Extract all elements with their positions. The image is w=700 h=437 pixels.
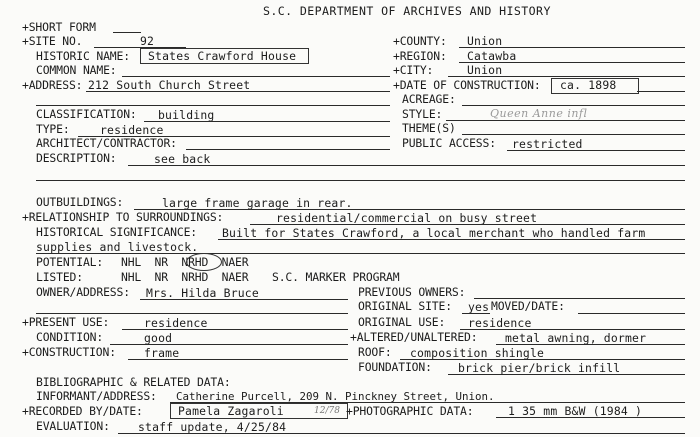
significance-value: Built for States Crawford, a local merchant who handled farm <box>222 226 646 240</box>
listed-label: LISTED: <box>36 270 83 284</box>
foundation-label: FOUNDATION: <box>358 360 432 374</box>
address-label: +ADDRESS: <box>22 78 83 92</box>
informant-label: INFORMANT/ADDRESS: <box>36 389 157 403</box>
region-value: Catawba <box>467 49 517 63</box>
date-construction-underline <box>637 91 685 92</box>
form-type-label: +SHORT FORM <box>22 20 96 34</box>
public-access-value: restricted <box>512 137 583 151</box>
public-access-underline <box>507 150 685 151</box>
original-use-value: residence <box>468 316 532 330</box>
original-use-underline <box>460 329 685 330</box>
city-underline <box>448 76 685 77</box>
bibliographic-label: BIBLIOGRAPHIC & RELATED DATA: <box>36 375 231 389</box>
description-underline <box>128 165 685 166</box>
moved-date-underline <box>578 313 685 314</box>
recorded-date: 12/78 <box>314 406 340 416</box>
address-underline <box>86 91 390 92</box>
recorded-value: Pamela Zagaroli <box>178 404 284 418</box>
foundation-underline <box>448 374 685 375</box>
architect-label: ARCHITECT/CONTRACTOR: <box>36 136 177 150</box>
type-label: TYPE: <box>36 122 70 136</box>
construction-underline <box>128 359 348 360</box>
potential-label: POTENTIAL: <box>36 255 104 269</box>
present-use-label: +PRESENT USE: <box>22 315 110 329</box>
county-label: +COUNTY: <box>393 34 447 48</box>
photographic-label: +PHOTOGRAPHIC DATA: <box>346 404 474 418</box>
classification-label: CLASSIFICATION: <box>36 107 137 121</box>
construction-value: frame <box>144 346 180 360</box>
historic-name-label: HISTORIC NAME: <box>36 49 130 63</box>
owner-value: Mrs. Hilda Bruce <box>146 286 259 300</box>
page-title: S.C. DEPARTMENT OF ARCHIVES AND HISTORY <box>263 4 551 18</box>
altered-underline <box>496 344 685 345</box>
common-name-label: COMMON NAME: <box>36 63 117 77</box>
classification-underline <box>144 121 390 122</box>
evaluation-underline <box>118 433 685 434</box>
historic-name-value: States Crawford House <box>148 49 297 63</box>
original-site-underline <box>462 313 490 314</box>
site-no-value: 92 <box>140 34 155 48</box>
style-value: Queen Anne infl <box>490 107 588 120</box>
roof-underline <box>400 359 685 360</box>
description-label: DESCRIPTION: <box>36 151 117 165</box>
address-underline-2 <box>36 105 390 106</box>
public-access-label: PUBLIC ACCESS: <box>402 136 496 150</box>
original-site-label: ORIGINAL SITE: <box>358 299 452 313</box>
altered-label: +ALTERED/UNALTERED: <box>350 330 478 344</box>
common-name-underline <box>122 76 390 77</box>
date-construction-value: ca. 1898 <box>560 78 617 92</box>
site-no-label: +SITE NO. <box>22 34 83 48</box>
roof-value: composition shingle <box>410 346 545 360</box>
original-use-label: ORIGINAL USE: <box>358 315 446 329</box>
county-value: Union <box>467 34 503 48</box>
significance-label: HISTORICAL SIGNIFICANCE: <box>36 225 197 239</box>
style-underline <box>446 120 685 121</box>
condition-label: CONDITION: <box>36 330 104 344</box>
significance-value-2: supplies and livestock. <box>36 240 199 254</box>
condition-value: good <box>144 331 173 345</box>
address-value: 212 South Church Street <box>88 78 251 92</box>
present-use-underline <box>122 329 348 330</box>
photographic-value: 1 35 mm B&W (1984 ) <box>508 404 643 418</box>
acreage-label: ACREAGE: <box>402 92 456 106</box>
city-label: +CITY: <box>393 63 434 77</box>
theme-underline <box>462 134 685 135</box>
historic-name-box <box>140 48 309 64</box>
recorded-box <box>170 403 348 419</box>
description-value: see back <box>154 152 211 166</box>
condition-underline <box>110 344 348 345</box>
date-construction-box <box>551 78 639 94</box>
acreage-underline <box>462 105 685 106</box>
listed-options: NHL NR NRHD NAER <box>121 270 249 284</box>
marker-program-label: S.C. MARKER PROGRAM <box>272 270 400 284</box>
recorded-label: +RECORDED BY/DATE: <box>22 404 143 418</box>
photographic-underline <box>496 417 685 418</box>
style-label: STYLE: <box>402 107 443 121</box>
city-value: Union <box>467 63 503 77</box>
outbuildings-value: large frame garage in rear. <box>162 196 353 210</box>
construction-label: +CONSTRUCTION: <box>22 345 116 359</box>
owner-underline <box>140 299 348 300</box>
type-value: residence <box>100 123 164 137</box>
significance-underline-2 <box>36 253 685 254</box>
previous-owners-label: PREVIOUS OWNERS: <box>358 285 466 299</box>
region-label: +REGION: <box>393 49 447 63</box>
evaluation-label: EVALUATION: <box>36 419 110 433</box>
foundation-value: brick pier/brick infill <box>458 361 621 375</box>
classification-value: building <box>158 108 215 122</box>
relationship-value: residential/commercial on busy street <box>276 211 538 225</box>
roof-label: ROOF: <box>358 345 392 359</box>
owner-label: OWNER/ADDRESS: <box>36 285 130 299</box>
original-site-value: yes <box>468 300 490 314</box>
present-use-value: residence <box>144 316 208 330</box>
relationship-label: +RELATIONSHIP TO SURROUNDINGS: <box>22 210 224 224</box>
altered-value: metal awning, dormer <box>505 331 647 345</box>
form-type-underline <box>113 32 141 33</box>
architect-underline <box>186 149 390 150</box>
nrhd-circle <box>186 253 222 271</box>
county-underline <box>459 47 685 48</box>
description-underline-2 <box>36 180 685 181</box>
relationship-underline <box>250 224 685 225</box>
significance-underline <box>218 239 685 240</box>
date-construction-label: +DATE OF CONSTRUCTION: <box>393 78 541 92</box>
informant-value: Catherine Purcell, 209 N. Pinckney Street, Union. <box>176 390 495 403</box>
outbuildings-label: OUTBUILDINGS: <box>36 195 124 209</box>
potential-options: NHL NR NRHD NAER <box>121 255 249 269</box>
moved-date-label: MOVED/DATE: <box>491 299 565 313</box>
theme-label: THEME(S) <box>402 121 456 135</box>
owner-underline-2 <box>36 313 348 314</box>
evaluation-value: staff update, 4/25/84 <box>138 420 287 434</box>
